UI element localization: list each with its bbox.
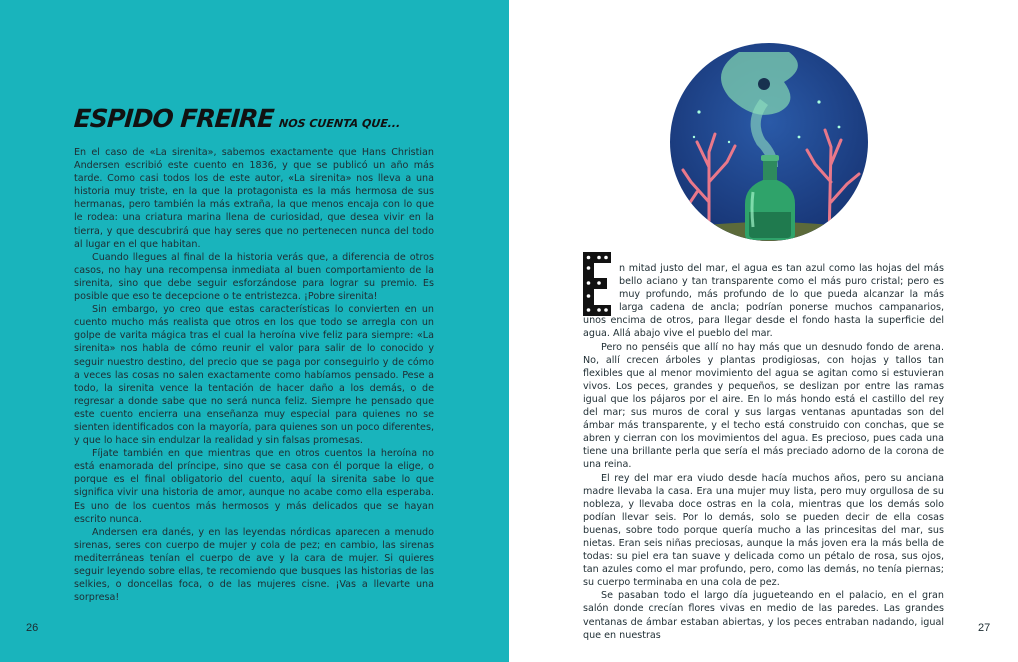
right-paragraph: Pero no penséis que allí no hay más que un desnudo fondo de arena. No, allí crecen árboles y plantas prodigiosas, con hojas y tallos tan flexibles que al menor movimiento del agua se agitan como si estuvieran vivos. Los peces, grandes y pequeños, se deslizan por entre las ramas igual que los pájaros por el aire. En lo más hondo está el castillo del rey del mar; sus muros de coral y sus largas ventanas apuntadas son del ámbar más transparente, y el techo está construido con conchas, que se abren y cierran con los movimientos del agua. Es precioso, pues cada una tiene una brillante perla que sería el más preciado adorno de la corona de una reina. [583,341,944,471]
page-number-right: 27 [978,622,991,634]
right-paragraph: Se pasaban todo el largo día jugueteando en el palacio, en el gran salón donde crecían flores vivas en medio de las paredes. Las grandes ventanas de ámbar estaban abiertas, y los peces entraban nadando, igual que en nuestras [583,590,944,641]
page-number-left: 26 [26,622,39,634]
right-page [509,0,1018,662]
headline-tail: NOS CUENTA QUE... [278,117,402,130]
article-headline [74,104,474,133]
left-paragraph: Andersen era danés, y en las leyendas nórdicas aparecen a menudo sirenas, seres con cuerpo de mujer y cola de pez; en cambio, las sirenas mediterráneas tenían el cuerpo de ave y la cara de mujer. Si quieres seguir leyendo sobre ellas, te recomiendo que busques las historias de las selkies, o doncellas foca, o de las mujeres cisne. ¡Vas a llevarte una sorpresa! [74,526,434,604]
left-paragraph: Sin embargo, yo creo que estas características lo convierten en un cuento mucho más realista que otros en los que todo se arregla con un golpe de varita mágica tras el cual la heroína vive feliz para siempre: «La sirenita» nos habla de cómo reunir el valor para salir de lo conocido y seguir nuestro destino, del precio que se paga por conseguirlo y de cómo a veces las cosas no salen exactamente como habíamos pensado. Pese a todo, la sirenita vence la tentación de hacer daño a los demás, o de regresar a donde sabe que no será nunca feliz. Siempre he pensado que este cuento encierra una enseñanza muy especial para quienes no se sienten identificados con la mayoría, para quienes son un poco diferentes, y que lo hace sin endulzar la realidad y sin falsas promesas. [74,304,434,447]
right-body-text [583,262,944,642]
right-paragraph-text: n mitad justo del mar, el agua es tan azul como las hojas del más bello aciano y tan transparente como el más puro cristal; pero es muy profundo, más profundo de lo que pueda alcanzar la más larga cadena de ancla; podrían ponerse muchos campanarios, unos encima de otros, para llegar desde el fondo hasta la superficie del agua. Allá abajo vive el pueblo del mar. [583,263,944,340]
left-body-text [74,146,434,604]
right-paragraph [583,262,944,341]
right-paragraph: El rey del mar era viudo desde hacía muchos años, pero su anciana madre llevaba la casa. Era una mujer muy lista, pero muy orgullosa de su nobleza, y llevaba doce ostras en la cola, mientras que los demás solo podían llevar seis. Por lo demás, solo se pueden decir de ella cosas buenas, sobre todo porque quería mucho a las princesitas del mar, sus nietas. Eran seis niñas preciosas, aunque la más joven era la más bella de todas: su piel era tan suave y delicada como un pétalo de rosa, sus ojos, tan azules como el mar profundo, pero, como las demás, no tenía piernas; su cuerpo terminaba en una cola de pez. [583,472,944,589]
headline-author: ESPIDO FREIRE [72,104,275,133]
left-paragraph: Fíjate también en que mientras que en otros cuentos la heroína no está enamorada del príncipe, sino que se casa con él porque la elige, o porque es el final obligatorio del cuento, aquí la sirenita sabe lo que significa vivir una historia de amor, aunque no acabe como ella esperaba. Es uno de los cuentos más hermosos y más delicados que se hayan escrito nunca. [74,448,434,525]
bottle-illustration [669,42,869,242]
left-paragraph: Cuando llegues al final de la historia verás que, a diferencia de otros casos, no hay una recompensa inmediata al buen comportamiento de la sirenita, sino que debe seguir esforzándose para lograr su premio. Es posible que eso te decepcione o te entristezca. ¡Pobre sirenita! [74,251,434,303]
left-paragraph: En el caso de «La sirenita», sabemos exactamente que Hans Christian Andersen escribió este cuento en 1836, y que se publicó un año más tarde. Como casi todos los de este autor, «La sirenita» nos lleva a una historia muy triste, en la que la protagonista es la más hermosa de sus hermanas, pero también la más extraña, la que menos encaja con lo que le rodea: una criatura marina llena de curiosidad, que desea vivir en la tierra, y que descubrirá que hay seres que no pertenecen nunca del todo al lugar en el que habitan. [74,147,434,250]
